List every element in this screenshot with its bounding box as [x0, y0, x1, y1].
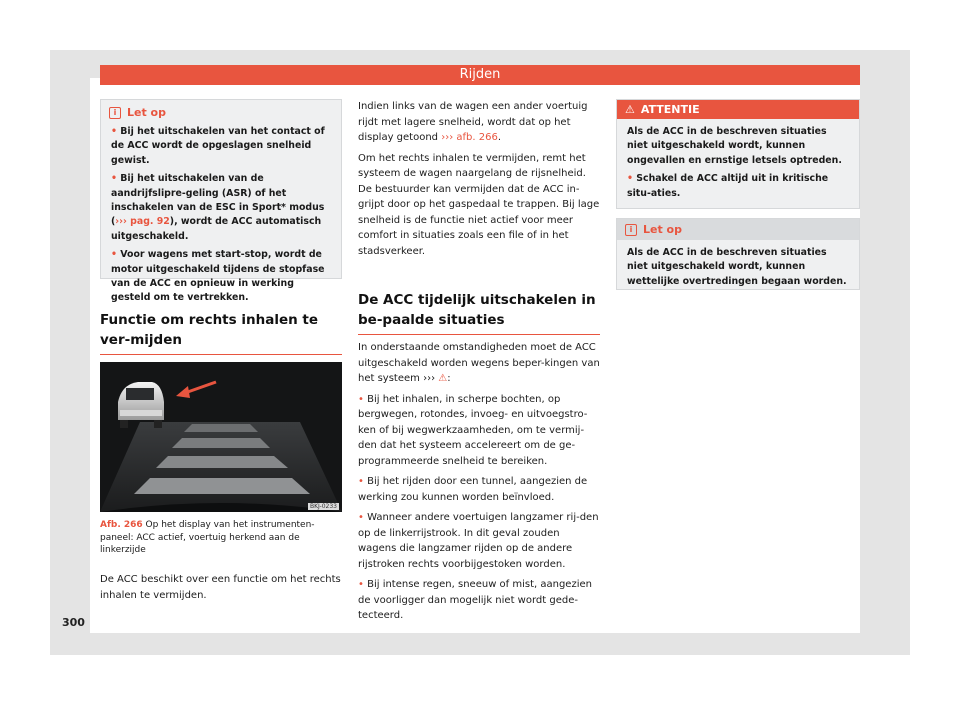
image-code: BKJ-0233 — [309, 503, 337, 510]
section-divider — [358, 334, 600, 335]
list-item: • Bij intense regen, sneeuw of mist, aangezien de voorligger dan mogelijk niet wordt gede-tecteerd. — [358, 579, 592, 621]
column-middle — [358, 99, 600, 264]
intro-paragraph: In onderstaande omstandigheden moet de ACC uitgeschakeld worden wegens beper-kingen van het systeem ››› ⚠: — [358, 342, 600, 384]
section-rechts-inhalen — [100, 310, 342, 355]
info-icon: i — [625, 224, 637, 236]
figure-instrument-display — [100, 362, 342, 512]
warning-text: Als de ACC in de beschreven situaties niet uitgeschakeld wordt, kunnen ongevallen en ernstige letsels optreden. — [627, 126, 842, 166]
note-box-left — [100, 99, 342, 304]
paragraph: Indien links van de wagen een ander voertuig rijdt met lagere snelheid, wordt dat op het display getoond ››› afb. 266. — [358, 101, 588, 143]
section-acc-uitschakelen — [358, 290, 600, 335]
acc-conditions — [358, 340, 600, 629]
note-heading — [101, 100, 341, 123]
warning-body — [617, 119, 859, 213]
note-text: Als de ACC in de beschreven situaties niet uitgeschakeld wordt, kunnen wettelijke overtredingen begaan worden. — [627, 247, 847, 287]
section-title: Functie om rechts inhalen te ver-mijden — [100, 312, 319, 348]
warning-box — [616, 99, 860, 209]
note-box-right — [616, 218, 860, 290]
note-body — [617, 240, 859, 301]
warning-title: ATTENTIE — [640, 103, 700, 116]
chapter-header: Rijden — [100, 65, 860, 85]
page-ref-link[interactable]: ››› pag. 92 — [115, 216, 170, 228]
note-title: Let op — [643, 223, 682, 236]
figure-caption — [100, 519, 342, 557]
note-item: • Bij het uitschakelen van de aandrijfslipre-geling (ASR) of het inschakelen van de ESC in Sport* modus (››› pag. 92), wordt de ACC automatisch uitgeschakeld. — [111, 173, 325, 242]
caption-text: Op het display van het instrumenten-paneel: ACC actief, voertuig herkend aan de linkerzijde — [100, 520, 315, 555]
note-item: • Voor wagens met start-stop, wordt de motor uitgeschakeld tijdens de stopfase van de ACC en opnieuw in werking gesteld om te vertrekken. — [111, 249, 325, 304]
note-heading — [617, 219, 859, 240]
figure-number: Afb. 266 — [100, 520, 143, 530]
page-number: 300 — [62, 616, 85, 629]
section-title: De ACC tijdelijk uitschakelen in be-paalde situaties — [358, 292, 596, 328]
note-body — [101, 123, 341, 318]
warning-triangle-icon[interactable]: ⚠ — [438, 373, 448, 384]
list-item: • Wanneer andere voertuigen langzamer rij-den op de linkerrijstrook. In dit geval zouden wagens die langzamer rijden op de andere rijstroken rechts voorbijgestoken worden. — [358, 512, 599, 570]
display-illustration — [100, 362, 342, 512]
paragraph: Om het rechts inhalen te vermijden, remt het systeem de wagen naargelang de rijsnelheid. De bestuurder kan vermijden dat de ACC in-grijpt door op het gaspedaal te trappen. Bij lage snelheid is de functie niet actief voor meer comfort in situaties zoals een file of in het stadsverkeer. — [358, 152, 600, 257]
info-icon: i — [109, 107, 121, 119]
list-item: • Bij het inhalen, in scherpe bochten, op bergwegen, rotondes, invoeg- en uitvoegstro-ken of bij wegwerkzaamheden, om te vermij-den dat het systeem accelereert om de ge-programmeerde snelheid te bereiken. — [358, 393, 588, 467]
warning-heading — [617, 100, 859, 119]
figure-ref-link[interactable]: ››› afb. 266 — [441, 132, 498, 143]
section-divider — [100, 354, 342, 355]
body-paragraph: De ACC beschikt over een functie om het rechts inhalen te vermijden. — [100, 574, 341, 601]
list-item: • Bij het rijden door een tunnel, aangezien de werking zou kunnen worden beïnvloed. — [358, 476, 588, 503]
note-item: • Bij het uitschakelen van het contact of de ACC wordt de opgeslagen snelheid gewist. — [111, 126, 325, 166]
warning-triangle-icon: ⚠ — [625, 103, 635, 116]
warning-item: • Schakel de ACC altijd uit in kritische situ-aties. — [627, 173, 829, 199]
note-title: Let op — [127, 106, 166, 119]
